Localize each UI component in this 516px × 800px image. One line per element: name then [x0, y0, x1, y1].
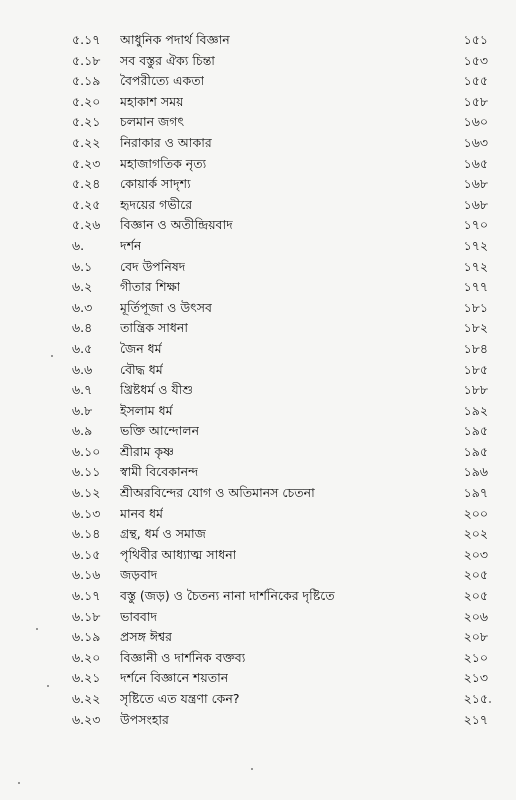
toc-entry [72, 380, 488, 401]
toc-entry-number: ৬.১১ [72, 464, 101, 480]
toc-entry-title: উপসংহার [120, 711, 169, 727]
toc-entry-number: ৬.২০ [72, 649, 101, 665]
toc-entry-title: বিজ্ঞানী ও দার্শনিক বক্তব্য [120, 649, 246, 665]
toc-entry-page-number: ২১৩ [463, 670, 488, 686]
toc-entry-page-number: ২০৬ [463, 608, 488, 624]
toc-entry-number: ৬.৩ [72, 299, 93, 315]
toc-entry [72, 504, 488, 525]
toc-entry [72, 215, 488, 236]
toc-entry-number: ৬.১৯ [72, 629, 101, 645]
paper-speck [251, 768, 253, 770]
toc-entry-number: ৬.৬ [72, 361, 93, 377]
toc-entry-number: ৫.১৮ [72, 52, 101, 68]
toc-entry-number: ৬.২ [72, 279, 93, 295]
toc-entry-title: বিজ্ঞান ও অতীন্দ্রিয়বাদ [120, 217, 233, 233]
toc-entry-number: ৬.১৩ [72, 505, 101, 521]
toc-entry [72, 483, 488, 504]
toc-entry-number: ৫.১৯ [72, 73, 101, 89]
toc-entry [72, 586, 488, 607]
toc-entry-page-number: ১৯৬ [463, 464, 488, 480]
toc-entry [72, 689, 488, 710]
toc-entry-title: তান্ত্রিক সাধনা [120, 320, 188, 336]
toc-entry-title: মূর্তিপূজা ও উৎসব [120, 299, 212, 315]
table-of-contents [72, 30, 488, 730]
toc-entry-page-number: ২০০ [463, 505, 488, 521]
toc-entry-title: কোয়ার্ক সাদৃশ্য [120, 176, 191, 192]
toc-entry-title: চলমান জগৎ [120, 114, 185, 130]
toc-entry-page-number: ১৫৮ [463, 93, 488, 109]
toc-entry-page-number: ২০৫ [463, 588, 488, 604]
toc-entry-number: ৬. [72, 237, 85, 253]
toc-entry [72, 236, 488, 257]
toc-entry-number: ৬.২২ [72, 691, 101, 706]
toc-entry-title: স্বামী বিবেকানন্দ [120, 464, 199, 480]
toc-entry-title: জড়বাদ [120, 567, 158, 583]
toc-entry [72, 339, 488, 360]
toc-entry-page-number: ২০৫ [463, 567, 488, 583]
toc-entry-title: মহাজাগতিক নৃত্য [120, 155, 207, 171]
toc-entry-page-number: ১৬৮ [463, 196, 488, 212]
toc-entry-page-number: ১৮২ [463, 320, 488, 336]
toc-entry-page-number: ১৯৭ [463, 485, 488, 501]
toc-entry-number: ৫.২৬ [72, 217, 101, 233]
toc-entry [72, 545, 488, 566]
toc-entry-page-number: ১৭২ [463, 258, 488, 274]
toc-entry-number: ৬.২১ [72, 670, 101, 686]
toc-entry-number: ৫.২১ [72, 114, 101, 130]
toc-entry-page-number: ১৮৮ [463, 382, 488, 398]
toc-entry-number: ৬.৭ [72, 382, 93, 398]
toc-entry-number: ৬.১৭ [72, 588, 101, 604]
toc-entry-page-number: ১৮৫ [463, 361, 488, 377]
toc-entry-page-number: ২০৩ [463, 546, 488, 562]
toc-entry-number: ৬.২৩ [72, 711, 101, 727]
toc-entry-title: হৃদয়ের গভীরে [120, 196, 193, 212]
toc-entry [72, 627, 488, 648]
toc-entry-title: জৈন ধর্ম [120, 340, 162, 356]
toc-entry [72, 462, 488, 483]
toc-entry-page-number: ১৭৭ [463, 279, 488, 295]
toc-entry-title: দর্শন [120, 237, 142, 253]
toc-entry-title: সব বস্তুর ঐক্য চিন্তা [120, 52, 215, 68]
toc-entry-page-number: ১৯৫ [463, 423, 488, 439]
toc-entry-page-number: ১৭২ [463, 237, 488, 253]
toc-entry-title: ইসলাম ধর্ম [120, 402, 173, 418]
toc-entry-title: বৌদ্ধ ধর্ম [120, 361, 163, 377]
toc-entry-title: মহাকাশ সময় [120, 93, 184, 109]
toc-entry-number: ৬.৪ [72, 320, 93, 336]
toc-entry-title: শ্রীরাম কৃষ্ণ [120, 443, 175, 459]
toc-entry-number: ৬.১৪ [72, 526, 101, 542]
toc-entry-title: প্রসঙ্গ ঈশ্বর [120, 629, 173, 645]
toc-entry-number: ৬.৮ [72, 402, 93, 418]
toc-entry-number: ৫.২৫ [72, 196, 101, 212]
toc-entry-number: ৬.৯ [72, 423, 93, 439]
toc-entry-page-number: ১৬৩ [463, 134, 488, 150]
toc-entry-number: ৬.১০ [72, 443, 101, 459]
toc-entry-title: নিরাকার ও আকার [120, 134, 212, 150]
toc-entry-page-number: ১৬৫ [463, 155, 488, 171]
toc-entry [72, 277, 488, 298]
toc-entry [72, 648, 488, 669]
toc-entry-title: দর্শনে বিজ্ঞানে শয়তান [120, 670, 229, 686]
toc-entry-number: ৫.২৪ [72, 176, 101, 192]
toc-entry-number: ৬.১ [72, 258, 93, 274]
toc-entry-title: বৈপরীত্যে একতা [120, 73, 205, 89]
toc-entry-page-number: ১৫৫ [463, 73, 488, 89]
toc-entry-number: ৫.১৭ [72, 32, 101, 47]
toc-entry-page-number: ১৬৮ [463, 176, 488, 192]
paper-speck [489, 701, 491, 703]
toc-entry-title: বস্তু (জড়) ও চৈতন্য নানা দার্শনিকের দৃষ্টিতে [120, 588, 335, 604]
toc-entry [72, 442, 488, 463]
toc-entry [72, 360, 488, 381]
toc-entry [72, 524, 488, 545]
toc-entry [72, 668, 488, 689]
toc-entry-title: বেদ উপনিষদ [120, 258, 186, 274]
toc-entry-title: পৃথিবীর আধ্যাত্ম সাধনা [120, 546, 237, 562]
toc-entry [72, 607, 488, 628]
toc-entry-page-number: ২১৫ [463, 691, 488, 706]
paper-speck [47, 685, 49, 687]
toc-entry [72, 298, 488, 319]
toc-entry-page-number: ১৯২ [463, 402, 488, 418]
toc-entry [72, 565, 488, 586]
toc-entry-number: ৫.২৩ [72, 155, 101, 171]
paper-speck [51, 355, 53, 357]
toc-entry-number: ৬.৫ [72, 340, 93, 356]
toc-entry-page-number: ২০২ [463, 526, 488, 542]
toc-entry-title: ভাববাদ [120, 608, 158, 624]
toc-entry-page-number: ১৯৫ [463, 443, 488, 459]
toc-entry [72, 30, 488, 51]
toc-entry [72, 401, 488, 422]
toc-entry [72, 257, 488, 278]
toc-entry [72, 174, 488, 195]
toc-entry-title: সৃষ্টিতে এত যন্ত্রণা কেন? [120, 691, 240, 706]
toc-entry-title: শ্রীঅরবিন্দের যোগ ও অতিমানস চেতনা [120, 485, 315, 501]
toc-entry-title: মানব ধর্ম [120, 505, 163, 521]
toc-entry [72, 51, 488, 72]
toc-entry-number: ৬.১৮ [72, 608, 101, 624]
toc-entry-number: ৫.২০ [72, 93, 101, 109]
toc-entry [72, 421, 488, 442]
toc-entry-title: ভক্তি আন্দোলন [120, 423, 200, 439]
toc-entry-page-number: ১৮১ [463, 299, 488, 315]
toc-entry-page-number: ২১০ [463, 649, 488, 665]
toc-entry [72, 710, 488, 731]
toc-entry [72, 318, 488, 339]
toc-entry-page-number: ২০৮ [463, 629, 488, 645]
toc-entry-page-number: ১৫৩ [463, 52, 488, 68]
toc-entry-title: গীতার শিক্ষা [120, 279, 181, 295]
toc-entry-page-number: ১৭০ [463, 217, 488, 233]
toc-entry-title: আধুনিক পদার্থ বিজ্ঞান [120, 32, 230, 47]
toc-entry-page-number: ১৮৪ [463, 340, 488, 356]
toc-entry-title: খ্রিষ্টধর্ম ও যীশু [120, 382, 193, 398]
toc-entry-title: গ্রন্থ, ধর্ম ও সমাজ [120, 526, 206, 542]
toc-entry-page-number: ২১৭ [463, 711, 488, 727]
toc-entry-number: ৬.১৬ [72, 567, 101, 583]
paper-speck [18, 782, 20, 784]
paper-speck [36, 628, 38, 630]
toc-entry [72, 92, 488, 113]
toc-entry-page-number: ১৬০ [463, 114, 488, 130]
toc-entry [72, 154, 488, 175]
toc-entry-page-number: ১৫১ [463, 32, 488, 47]
toc-entry-number: ৬.১২ [72, 485, 101, 501]
toc-entry [72, 71, 488, 92]
toc-entry-number: ৫.২২ [72, 134, 101, 150]
toc-entry [72, 195, 488, 216]
toc-entry [72, 112, 488, 133]
toc-entry-number: ৬.১৫ [72, 546, 101, 562]
toc-entry [72, 133, 488, 154]
